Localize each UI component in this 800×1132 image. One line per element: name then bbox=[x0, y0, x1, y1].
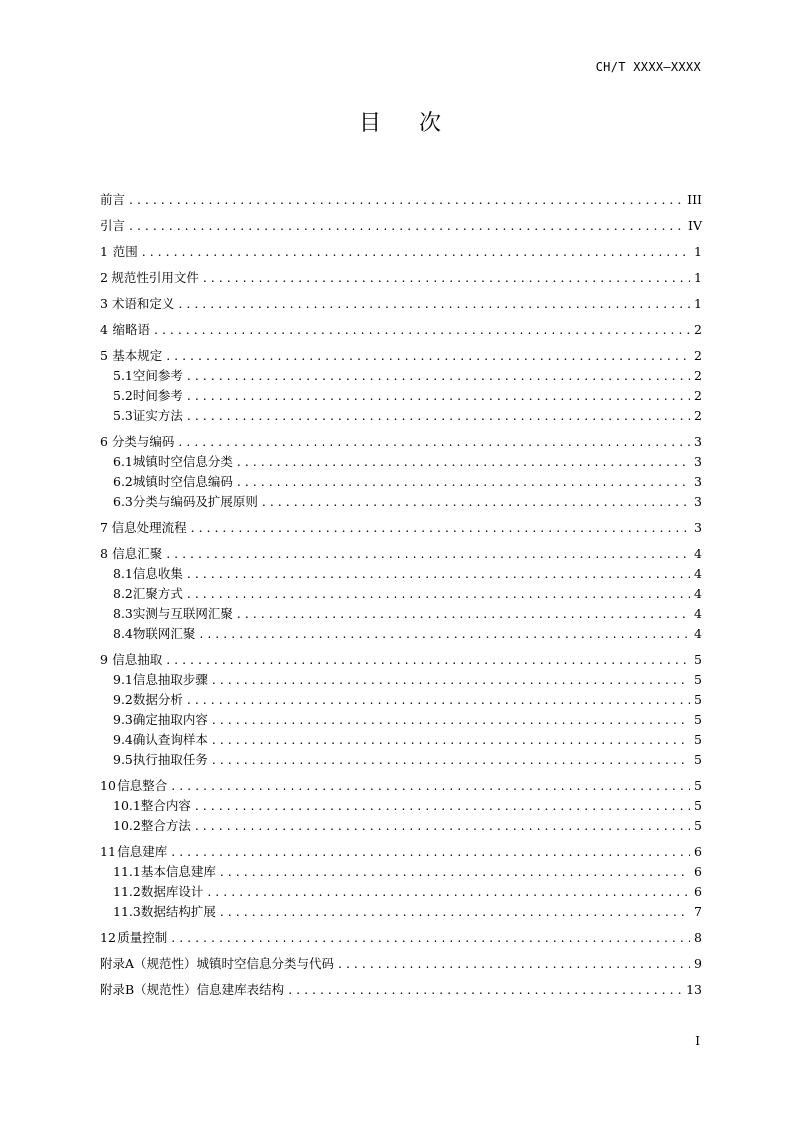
standard-code: CH/T XXXX—XXXX bbox=[595, 60, 701, 74]
page-title: 目次 bbox=[358, 111, 479, 136]
page-number: I bbox=[695, 1034, 700, 1048]
toc-entry[interactable] bbox=[100, 472, 702, 492]
toc-entry-page: 6 bbox=[694, 884, 702, 899]
toc-entry-page: 1 bbox=[694, 244, 702, 259]
toc-entry-page: 4 bbox=[694, 586, 702, 601]
toc-entry-page: 4 bbox=[694, 606, 702, 621]
toc-entry-number: 3 bbox=[100, 296, 108, 311]
toc-entry-page: 5 bbox=[694, 778, 702, 793]
toc-entry-label: 整合内容 bbox=[140, 798, 191, 813]
toc-dot-leader bbox=[288, 980, 682, 1000]
toc-entry[interactable] bbox=[100, 954, 702, 974]
toc-entry-label: 证实方法 bbox=[132, 408, 183, 423]
toc-entry-label: 分类与编码 bbox=[111, 434, 175, 449]
toc-dot-leader bbox=[154, 320, 690, 340]
toc-entry-page: 6 bbox=[694, 844, 702, 859]
toc-dot-leader bbox=[129, 216, 684, 236]
toc-entry-label: 信息建库 bbox=[117, 844, 168, 859]
toc-dot-leader bbox=[187, 366, 690, 386]
toc-entry[interactable] bbox=[100, 690, 702, 710]
toc-entry[interactable] bbox=[100, 432, 702, 452]
toc-dot-leader bbox=[212, 750, 690, 770]
toc-entry[interactable] bbox=[100, 406, 702, 426]
toc-entry-label: 物联网汇聚 bbox=[132, 626, 196, 641]
toc-entry-label: 信息整合 bbox=[117, 778, 168, 793]
toc-dot-leader bbox=[166, 650, 690, 670]
toc-entry-page: 3 bbox=[694, 474, 702, 489]
toc-entry-page: III bbox=[687, 192, 702, 207]
toc-entry-label: 时间参考 bbox=[132, 388, 183, 403]
toc-entry[interactable] bbox=[100, 816, 702, 836]
toc-entry-page: 8 bbox=[694, 930, 702, 945]
toc-entry-number: 11 bbox=[100, 844, 116, 859]
toc-entry-page: 5 bbox=[694, 692, 702, 707]
toc-entry-label: 术语和定义 bbox=[111, 296, 175, 311]
toc-entry-number: 8.1 bbox=[113, 566, 133, 581]
toc-entry-label: 附录B（规范性）信息建库表结构 bbox=[100, 982, 285, 997]
toc-entry[interactable] bbox=[100, 796, 702, 816]
toc-dot-leader bbox=[220, 902, 690, 922]
toc-entry-label: 城镇时空信息编码 bbox=[132, 474, 233, 489]
toc-dot-leader bbox=[142, 242, 690, 262]
toc-entry-number: 11.1 bbox=[113, 864, 141, 879]
toc-entry-label: 数据结构扩展 bbox=[140, 904, 216, 919]
toc-entry-number: 8.3 bbox=[113, 606, 133, 621]
toc-dot-leader bbox=[237, 472, 690, 492]
toc-entry-page: 2 bbox=[694, 388, 702, 403]
toc-entry-label: 信息抽取步骤 bbox=[132, 672, 208, 687]
toc-entry-label: 空间参考 bbox=[132, 368, 183, 383]
toc-entry-page: 7 bbox=[694, 904, 702, 919]
toc-entry-number: 9.3 bbox=[113, 712, 133, 727]
toc-entry[interactable] bbox=[100, 670, 702, 690]
toc-entry-page: IV bbox=[688, 218, 702, 233]
toc-entry-label: 数据库设计 bbox=[140, 884, 204, 899]
toc-entry-number: 10.1 bbox=[113, 798, 141, 813]
toc-entry-page: 3 bbox=[694, 494, 702, 509]
toc-entry[interactable] bbox=[100, 624, 702, 644]
toc-entry-label: 分类与编码及扩展原则 bbox=[132, 494, 258, 509]
toc-entry[interactable] bbox=[100, 776, 702, 796]
toc-entry-label: 执行抽取任务 bbox=[132, 752, 208, 767]
toc-entry-page: 5 bbox=[694, 732, 702, 747]
toc-entry-page: 3 bbox=[694, 454, 702, 469]
toc-dot-leader bbox=[178, 432, 690, 452]
toc-dot-leader bbox=[129, 190, 683, 210]
toc-entry-number: 12 bbox=[100, 930, 116, 945]
toc-entry-label: 范围 bbox=[112, 244, 138, 259]
toc-dot-leader bbox=[187, 690, 690, 710]
toc-dot-leader bbox=[187, 406, 690, 426]
toc-entry-label: 数据分析 bbox=[132, 692, 183, 707]
toc-entry-number: 1 bbox=[100, 244, 108, 259]
toc-dot-leader bbox=[262, 492, 690, 512]
toc-entry-page: 1 bbox=[694, 296, 702, 311]
toc-entry-label: 汇聚方式 bbox=[132, 586, 183, 601]
toc-entry-number: 6.2 bbox=[113, 474, 133, 489]
toc-entry[interactable] bbox=[100, 518, 702, 538]
toc-entry[interactable] bbox=[100, 268, 702, 288]
toc-entry-label: 前言 bbox=[100, 192, 126, 207]
table-of-contents bbox=[100, 190, 702, 1000]
toc-dot-leader bbox=[187, 386, 690, 406]
toc-entry-label: 信息收集 bbox=[132, 566, 183, 581]
toc-dot-leader bbox=[195, 796, 690, 816]
toc-entry-label: 引言 bbox=[100, 218, 126, 233]
toc-entry-number: 5 bbox=[100, 348, 108, 363]
toc-entry-number: 11.3 bbox=[113, 904, 141, 919]
toc-dot-leader bbox=[212, 730, 690, 750]
toc-dot-leader bbox=[191, 518, 690, 538]
toc-dot-leader bbox=[166, 544, 690, 564]
toc-entry-label: 基本信息建库 bbox=[140, 864, 216, 879]
toc-dot-leader bbox=[171, 776, 690, 796]
toc-entry[interactable] bbox=[100, 882, 702, 902]
toc-dot-leader bbox=[338, 954, 690, 974]
toc-entry[interactable] bbox=[100, 564, 702, 584]
toc-entry-page: 9 bbox=[694, 956, 702, 971]
toc-entry[interactable] bbox=[100, 544, 702, 564]
toc-entry[interactable] bbox=[100, 584, 702, 604]
toc-entry-label: 信息汇聚 bbox=[112, 546, 163, 561]
toc-entry-number: 5.2 bbox=[113, 388, 133, 403]
toc-dot-leader bbox=[237, 452, 690, 472]
toc-entry[interactable] bbox=[100, 452, 702, 472]
toc-entry[interactable] bbox=[100, 216, 702, 236]
toc-entry-page: 2 bbox=[694, 408, 702, 423]
toc-dot-leader bbox=[171, 842, 690, 862]
toc-entry-number: 11.2 bbox=[113, 884, 141, 899]
toc-entry-number: 10 bbox=[100, 778, 116, 793]
toc-entry[interactable] bbox=[100, 366, 702, 386]
toc-entry-page: 4 bbox=[694, 566, 702, 581]
toc-dot-leader bbox=[220, 862, 690, 882]
toc-entry-number: 5.3 bbox=[113, 408, 133, 423]
toc-entry-number: 2 bbox=[100, 270, 108, 285]
toc-dot-leader bbox=[212, 710, 690, 730]
toc-entry[interactable] bbox=[100, 650, 702, 670]
toc-entry-page: 3 bbox=[694, 434, 702, 449]
toc-entry-number: 9.2 bbox=[113, 692, 133, 707]
toc-entry-label: 附录A（规范性）城镇时空信息分类与代码 bbox=[100, 956, 335, 971]
toc-entry-number: 8 bbox=[100, 546, 108, 561]
toc-entry[interactable] bbox=[100, 320, 702, 340]
toc-entry-page: 13 bbox=[686, 982, 702, 997]
toc-entry-page: 1 bbox=[694, 270, 702, 285]
toc-entry[interactable] bbox=[100, 928, 702, 948]
toc-entry-number: 9.1 bbox=[113, 672, 133, 687]
toc-entry[interactable] bbox=[100, 842, 702, 862]
toc-entry[interactable] bbox=[100, 386, 702, 406]
toc-entry[interactable] bbox=[100, 750, 702, 770]
toc-entry-number: 5.1 bbox=[113, 368, 133, 383]
toc-entry-label: 基本规定 bbox=[112, 348, 163, 363]
toc-entry-label: 整合方法 bbox=[140, 818, 191, 833]
toc-entry-label: 信息抽取 bbox=[112, 652, 163, 667]
toc-entry-page: 2 bbox=[694, 348, 702, 363]
toc-entry-number: 10.2 bbox=[113, 818, 141, 833]
toc-entry-label: 规范性引用文件 bbox=[111, 270, 199, 285]
toc-entry-page: 5 bbox=[694, 818, 702, 833]
toc-entry[interactable] bbox=[100, 294, 702, 314]
toc-entry-page: 6 bbox=[694, 864, 702, 879]
toc-entry-label: 城镇时空信息分类 bbox=[132, 454, 233, 469]
toc-dot-leader bbox=[237, 604, 690, 624]
toc-entry-label: 确定抽取内容 bbox=[132, 712, 208, 727]
toc-entry-label: 质量控制 bbox=[117, 930, 168, 945]
toc-entry-label: 实测与互联网汇聚 bbox=[132, 606, 233, 621]
toc-entry[interactable] bbox=[100, 862, 702, 882]
toc-entry-page: 4 bbox=[694, 626, 702, 641]
toc-entry[interactable] bbox=[100, 346, 702, 366]
toc-entry[interactable] bbox=[100, 980, 702, 1000]
toc-dot-leader bbox=[187, 584, 690, 604]
toc-dot-leader bbox=[171, 928, 690, 948]
toc-entry-number: 9.5 bbox=[113, 752, 133, 767]
toc-entry[interactable] bbox=[100, 710, 702, 730]
toc-dot-leader bbox=[203, 268, 690, 288]
toc-entry[interactable] bbox=[100, 902, 702, 922]
toc-entry-page: 5 bbox=[694, 712, 702, 727]
toc-entry-number: 7 bbox=[100, 520, 108, 535]
toc-entry-page: 5 bbox=[694, 672, 702, 687]
toc-entry[interactable] bbox=[100, 492, 702, 512]
toc-dot-leader bbox=[195, 816, 690, 836]
toc-entry[interactable] bbox=[100, 604, 702, 624]
toc-entry-page: 3 bbox=[694, 520, 702, 535]
toc-entry-page: 5 bbox=[694, 752, 702, 767]
toc-entry-page: 5 bbox=[694, 798, 702, 813]
toc-entry-page: 5 bbox=[694, 652, 702, 667]
toc-entry[interactable] bbox=[100, 242, 702, 262]
toc-entry-number: 9 bbox=[100, 652, 108, 667]
toc-entry-number: 6.3 bbox=[113, 494, 133, 509]
toc-entry-page: 4 bbox=[694, 546, 702, 561]
toc-entry-label: 缩略语 bbox=[112, 322, 150, 337]
toc-entry-number: 9.4 bbox=[113, 732, 133, 747]
toc-entry-number: 6.1 bbox=[113, 454, 133, 469]
toc-entry-number: 8.2 bbox=[113, 586, 133, 601]
toc-entry-number: 6 bbox=[100, 434, 108, 449]
toc-dot-leader bbox=[199, 624, 690, 644]
toc-dot-leader bbox=[178, 294, 690, 314]
toc-entry-number: 8.4 bbox=[113, 626, 133, 641]
toc-entry-page: 2 bbox=[694, 368, 702, 383]
toc-entry[interactable] bbox=[100, 730, 702, 750]
toc-entry[interactable] bbox=[100, 190, 702, 210]
toc-dot-leader bbox=[212, 670, 690, 690]
toc-dot-leader bbox=[166, 346, 690, 366]
toc-entry-label: 确认查询样本 bbox=[132, 732, 208, 747]
toc-entry-page: 2 bbox=[694, 322, 702, 337]
toc-entry-label: 信息处理流程 bbox=[111, 520, 187, 535]
toc-entry-number: 4 bbox=[100, 322, 108, 337]
toc-dot-leader bbox=[207, 882, 690, 902]
toc-dot-leader bbox=[187, 564, 690, 584]
